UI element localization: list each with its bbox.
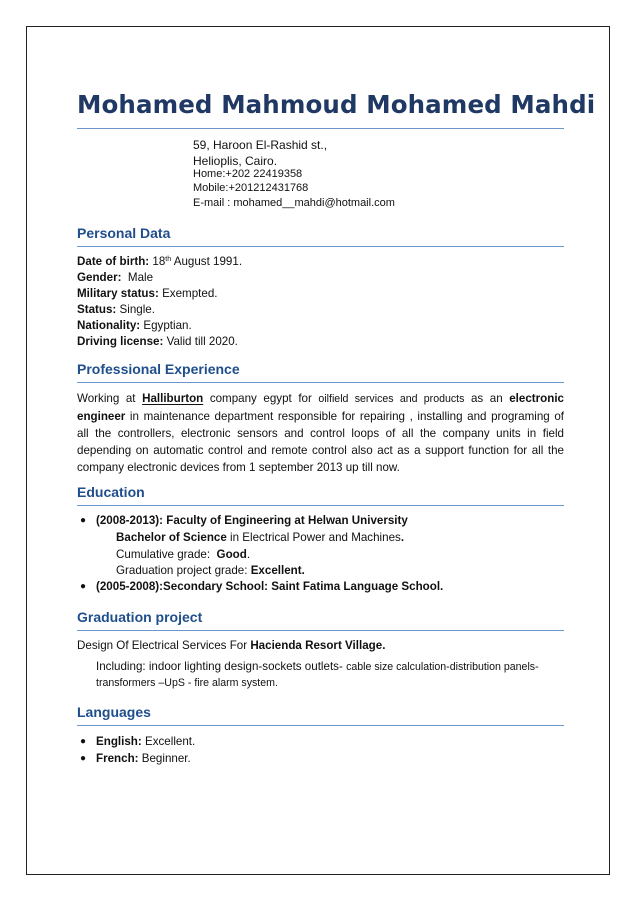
language-english <box>96 734 195 750</box>
dob-day: 18 <box>152 255 166 268</box>
lang-en-label: English: <box>96 735 142 748</box>
status-value: Single. <box>119 303 155 316</box>
military-value: Exempted. <box>162 287 218 300</box>
bullet-icon: ● <box>80 736 87 747</box>
nationality-row <box>77 318 192 334</box>
home-phone: Home:+202 22419358 <box>193 168 303 180</box>
gender-row <box>77 270 153 286</box>
section-title-personal: Personal Data <box>77 225 171 241</box>
bullet-icon: ● <box>80 581 87 592</box>
graduation-line-2 <box>96 659 539 675</box>
exp-l1-text-b: company egypt for <box>203 392 319 405</box>
license-label: Driving license: <box>77 335 164 348</box>
edu-1-heading: (2008-2013): Faculty of Engineering at Helwan University <box>96 514 408 527</box>
dob-label: Date of birth: <box>77 255 150 268</box>
address-line-2: Helioplis, Cairo. <box>193 154 278 168</box>
lang-fr-value: Beginner. <box>141 752 191 765</box>
exp-l1-text: Working at <box>77 392 143 405</box>
dob-sup: th <box>165 256 172 263</box>
edu-grad-label: Graduation project grade: <box>116 564 251 577</box>
edu-cum-dot: . <box>246 548 251 561</box>
education-cumulative <box>116 547 250 563</box>
edu-degree-rest: in Electrical Power and Machines <box>226 531 401 544</box>
experience-line-3: all the controllers, electronic sensors and control loops of all the company units in field <box>77 427 564 440</box>
section-title-languages: Languages <box>77 704 151 720</box>
nationality-value: Egyptian. <box>143 319 192 332</box>
status-row <box>77 302 155 318</box>
education-divider <box>77 505 564 506</box>
graduation-divider <box>77 630 564 631</box>
exp-l1-text-d: as an <box>464 392 510 405</box>
graduation-line-1 <box>77 638 385 654</box>
edu-grad-value: Excellent. <box>250 564 305 577</box>
edu-degree-dot: . <box>400 531 405 544</box>
experience-line-4: depending on automatic control and remote control also act as a support function for all the <box>77 444 564 457</box>
edu-degree-title: Bachelor of Science <box>116 531 227 544</box>
candidate-name: Mohamed Mahmoud Mohamed Mahdi <box>77 90 596 119</box>
grad-l1-text: Design Of Electrical Services For <box>77 639 251 652</box>
experience-paragraph <box>77 390 564 476</box>
experience-divider <box>77 382 564 383</box>
gender-label: Gender: <box>77 271 122 284</box>
section-title-graduation: Graduation project <box>77 609 203 625</box>
address-line-1: 59, Haroon El-Rashid st., <box>193 138 328 152</box>
education-project-grade <box>116 563 305 579</box>
edu-2-text: (2005-2008):Secondary School: Saint Fatima Language School. <box>96 580 444 593</box>
experience-line-5: company electronic devices from 1 september 2013 up till now. <box>77 461 400 474</box>
language-french <box>96 751 191 767</box>
gender-value: Male <box>127 271 154 284</box>
email: E-mail : mohamed__mahdi@hotmail.com <box>193 197 395 209</box>
section-title-experience: Professional Experience <box>77 361 240 377</box>
experience-line-2 <box>77 408 564 425</box>
lang-fr-label: French: <box>96 752 139 765</box>
bullet-icon: ● <box>80 753 87 764</box>
military-label: Military status: <box>77 287 159 300</box>
grad-l2-text: Including: indoor lighting design-sockets outlets- <box>96 660 347 673</box>
mobile-phone: Mobile:+201212431768 <box>193 182 309 194</box>
license-row <box>77 334 238 350</box>
education-item-1 <box>96 513 408 529</box>
edu-cum-value: Good <box>216 548 247 561</box>
nationality-label: Nationality: <box>77 319 141 332</box>
experience-line-1 <box>77 390 564 408</box>
license-value: Valid till 2020. <box>166 335 238 348</box>
graduation-line-3: transformers –UpS - fire alarm system. <box>96 677 278 689</box>
dob-row <box>77 254 242 270</box>
section-title-education: Education <box>77 484 145 500</box>
lang-en-value: Excellent. <box>144 735 196 748</box>
education-item-2 <box>96 579 443 595</box>
education-degree <box>116 530 404 546</box>
status-label: Status: <box>77 303 117 316</box>
personal-divider <box>77 246 564 247</box>
grad-l2-text-b: cable size calculation-distribution panels- <box>346 661 539 673</box>
exp-l1-text-e: electronic <box>509 392 564 405</box>
exp-l2-text: in maintenance department responsible for repairing , installing and programing of <box>125 410 564 423</box>
grad-l1-project: Hacienda Resort Village. <box>250 639 386 652</box>
exp-l2-role: engineer <box>77 410 126 423</box>
edu-cum-label: Cumulative grade: <box>116 548 214 561</box>
header-divider <box>77 128 564 129</box>
company-name: Halliburton <box>142 392 204 405</box>
languages-divider <box>77 725 564 726</box>
bullet-icon: ● <box>80 515 87 526</box>
military-row <box>77 286 217 302</box>
exp-l1-text-c: oilfield services and products <box>318 393 465 405</box>
dob-rest: August 1991. <box>173 255 243 268</box>
